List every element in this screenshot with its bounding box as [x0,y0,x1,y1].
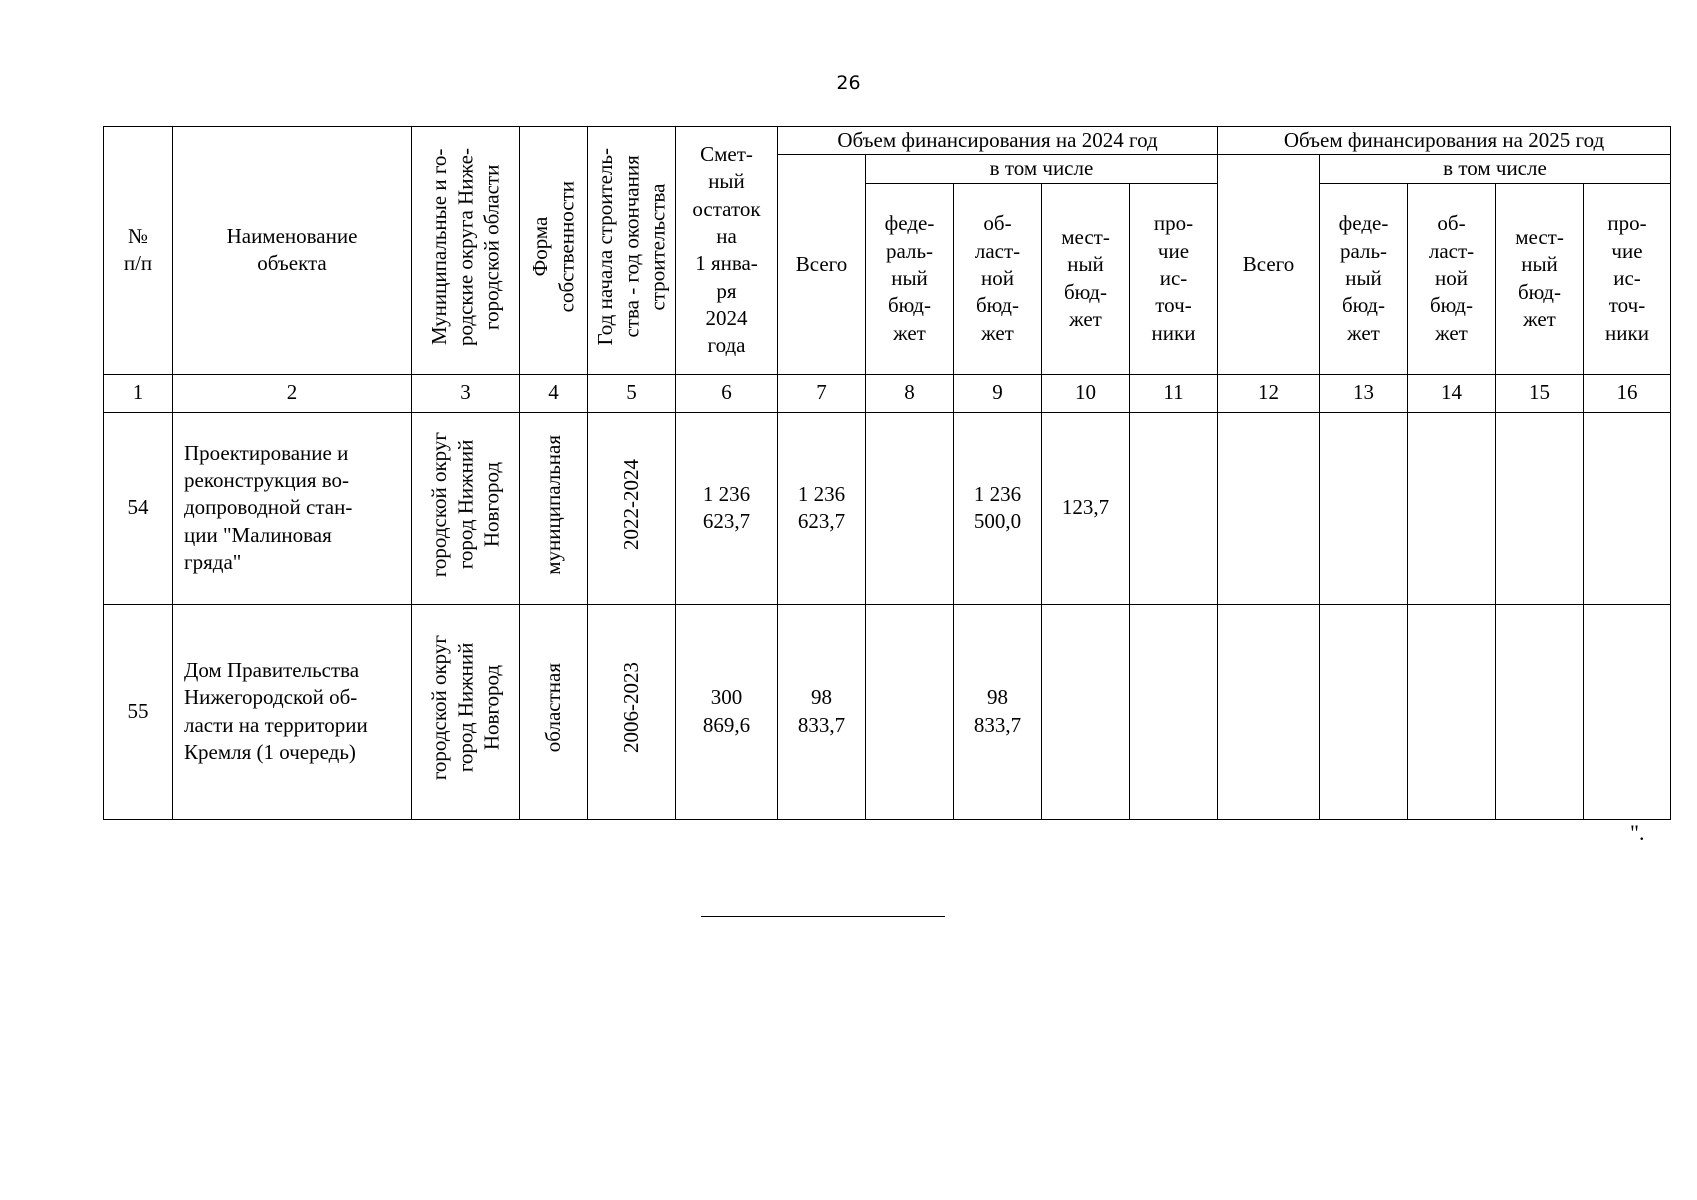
header-federal-2024: феде- раль- ный бюд- жет [866,183,954,374]
column-number: 2 [173,374,412,412]
ownership: областная [520,604,588,819]
header-local-2025: мест- ный бюд- жет [1496,183,1584,374]
column-number: 13 [1320,374,1408,412]
column-number: 1 [104,374,173,412]
column-number: 9 [954,374,1042,412]
total-2024: 1 236 623,7 [778,412,866,604]
header-total-2024: Всего [778,155,866,374]
ownership: муниципальная [520,412,588,604]
column-number: 10 [1042,374,1130,412]
financing-table [103,126,1671,820]
column-number: 4 [520,374,588,412]
other-2024 [1130,604,1218,819]
table-row [104,604,1671,819]
object-name: Дом Правительства Нижегородской об- ласти на территории Кремля (1 очередь) [173,604,412,819]
footnote-divider [701,916,945,917]
local-2025 [1496,604,1584,819]
column-number: 15 [1496,374,1584,412]
column-number: 14 [1408,374,1496,412]
local-2024 [1042,604,1130,819]
header-local-2024: мест- ный бюд- жет [1042,183,1130,374]
header-municipality: Муниципальные и го- родские округа Ниже- городской области [412,127,520,375]
column-number: 7 [778,374,866,412]
column-number-row [104,374,1671,412]
column-number: 3 [412,374,520,412]
federal-2024 [866,412,954,604]
header-construction-years: Год начала строитель- ства - год окончания строительства [588,127,676,375]
header-including-2025: в том числе [1320,155,1671,183]
column-number: 5 [588,374,676,412]
construction-years: 2022-2024 [588,412,676,604]
other-2024 [1130,412,1218,604]
table-row [104,412,1671,604]
total-2025 [1218,604,1320,819]
row-number: 54 [104,412,173,604]
total-2024: 98 833,7 [778,604,866,819]
header-including-2024: в том числе [866,155,1218,183]
object-name: Проектирование и реконструкция во- допроводной стан- ции "Малиновая гряда" [173,412,412,604]
header-regional-2024: об- ласт- ной бюд- жет [954,183,1042,374]
column-number: 11 [1130,374,1218,412]
municipality: городской округ город Нижний Новгород [412,412,520,604]
header-ownership: Форма собственности [520,127,588,375]
regional-2025 [1408,604,1496,819]
column-number: 8 [866,374,954,412]
estimated-balance: 1 236 623,7 [676,412,778,604]
regional-2024: 1 236 500,0 [954,412,1042,604]
other-2025 [1584,604,1671,819]
column-number: 12 [1218,374,1320,412]
regional-2025 [1408,412,1496,604]
estimated-balance: 300 869,6 [676,604,778,819]
header-regional-2025: об- ласт- ной бюд- жет [1408,183,1496,374]
federal-2025 [1320,604,1408,819]
total-2025 [1218,412,1320,604]
regional-2024: 98 833,7 [954,604,1042,819]
header-federal-2025: феде- раль- ный бюд- жет [1320,183,1408,374]
column-number: 6 [676,374,778,412]
other-2025 [1584,412,1671,604]
federal-2024 [866,604,954,819]
local-2024: 123,7 [1042,412,1130,604]
header-object-name: Наименование объекта [173,127,412,375]
header-other-2025: про- чие ис- точ- ники [1584,183,1671,374]
page-number: 26 [836,72,861,94]
construction-years: 2006-2023 [588,604,676,819]
federal-2025 [1320,412,1408,604]
local-2025 [1496,412,1584,604]
header-row-number: № п/п [104,127,173,375]
row-number: 55 [104,604,173,819]
header-financing-2025: Объем финансирования на 2025 год [1218,127,1671,155]
header-other-2024: про- чие ис- точ- ники [1130,183,1218,374]
municipality: городской округ город Нижний Новгород [412,604,520,819]
closing-quote: ". [1630,820,1645,845]
header-estimated-balance: Смет- ный остаток на 1 янва- ря 2024 года [676,127,778,375]
header-total-2025: Всего [1218,155,1320,374]
header-financing-2024: Объем финансирования на 2024 год [778,127,1218,155]
column-number: 16 [1584,374,1671,412]
